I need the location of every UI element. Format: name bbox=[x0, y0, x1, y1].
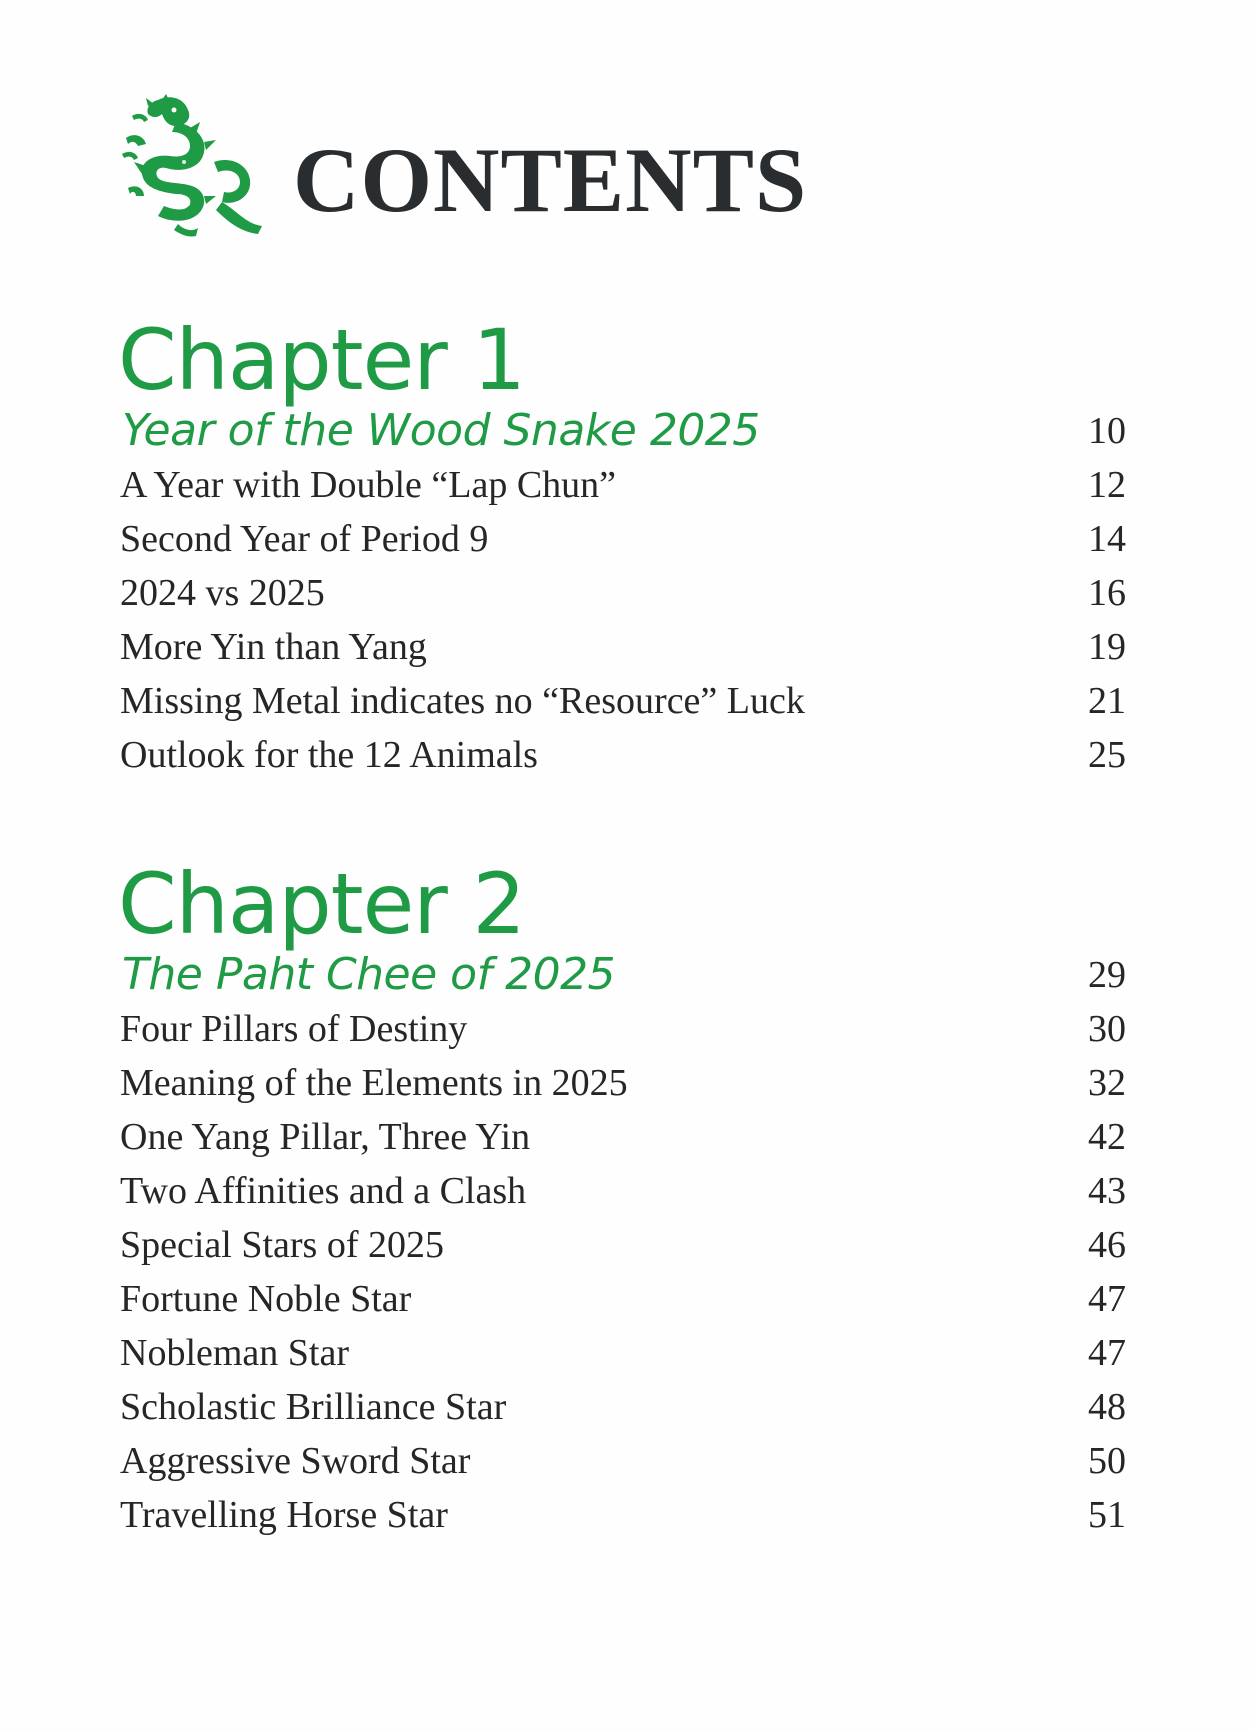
toc-entry-label: 2024 vs 2025 bbox=[120, 572, 325, 614]
toc-entry[interactable] bbox=[118, 1488, 1126, 1542]
toc-entry[interactable] bbox=[118, 1218, 1126, 1272]
toc-entry[interactable] bbox=[118, 1434, 1126, 1488]
toc-entry-label: Meaning of the Elements in 2025 bbox=[120, 1062, 628, 1104]
page-number: 30 bbox=[1088, 1008, 1126, 1050]
toc-entry[interactable] bbox=[118, 512, 1126, 566]
toc-entry[interactable] bbox=[118, 620, 1126, 674]
dragon-icon bbox=[118, 92, 268, 240]
page-number: 21 bbox=[1088, 680, 1126, 722]
page-number: 51 bbox=[1088, 1494, 1126, 1536]
page-number: 32 bbox=[1088, 1062, 1126, 1104]
contents-header bbox=[118, 92, 918, 242]
toc-entry-label: Four Pillars of Destiny bbox=[120, 1008, 468, 1050]
toc-entry[interactable] bbox=[118, 674, 1126, 728]
page-number: 25 bbox=[1088, 734, 1126, 776]
page-number: 42 bbox=[1088, 1116, 1126, 1158]
chapter-subtitle: Year of the Wood Snake 2025 bbox=[122, 405, 760, 456]
chapter-subtitle-row[interactable] bbox=[118, 948, 1126, 1002]
toc-entry[interactable] bbox=[118, 1326, 1126, 1380]
page-title: CONTENTS bbox=[293, 129, 808, 231]
toc-entry[interactable] bbox=[118, 1380, 1126, 1434]
page-number: 43 bbox=[1088, 1170, 1126, 1212]
toc-entry-label: Aggressive Sword Star bbox=[120, 1440, 471, 1482]
toc-entry[interactable] bbox=[118, 1002, 1126, 1056]
page-number: 14 bbox=[1088, 518, 1126, 560]
toc-entry-label: Special Stars of 2025 bbox=[120, 1224, 445, 1266]
toc-entry[interactable] bbox=[118, 1056, 1126, 1110]
toc-entry-label: Two Affinities and a Clash bbox=[120, 1170, 527, 1212]
toc-entry-label: Outlook for the 12 Animals bbox=[120, 734, 538, 776]
toc-entry-label: Scholastic Brilliance Star bbox=[120, 1386, 507, 1428]
toc-entry[interactable] bbox=[118, 1164, 1126, 1218]
toc-entry-label: Fortune Noble Star bbox=[120, 1278, 412, 1320]
page-number: 19 bbox=[1088, 626, 1126, 668]
page-number: 47 bbox=[1088, 1278, 1126, 1320]
toc-entry-label: One Yang Pillar, Three Yin bbox=[120, 1116, 531, 1158]
toc-entry-label: Second Year of Period 9 bbox=[120, 518, 489, 560]
page-number: 12 bbox=[1088, 464, 1126, 506]
chapter-heading: Chapter 1 bbox=[118, 311, 525, 409]
chapter-section bbox=[118, 311, 1126, 782]
page-number: 48 bbox=[1088, 1386, 1126, 1428]
toc-entry-label: Nobleman Star bbox=[120, 1332, 350, 1374]
toc-entry[interactable] bbox=[118, 458, 1126, 512]
toc-entry-label: More Yin than Yang bbox=[120, 626, 427, 668]
chapter-heading: Chapter 2 bbox=[118, 855, 525, 953]
page-number: 47 bbox=[1088, 1332, 1126, 1374]
toc-entry-label: A Year with Double “Lap Chun” bbox=[120, 464, 617, 506]
chapter-subtitle-row[interactable] bbox=[118, 404, 1126, 458]
page-number: 16 bbox=[1088, 572, 1126, 614]
page-number: 50 bbox=[1088, 1440, 1126, 1482]
toc-entry[interactable] bbox=[118, 566, 1126, 620]
chapter-section bbox=[118, 855, 1126, 1542]
toc-entry[interactable] bbox=[118, 728, 1126, 782]
toc-entry-label: Travelling Horse Star bbox=[120, 1494, 448, 1536]
toc-entry[interactable] bbox=[118, 1272, 1126, 1326]
toc-entry-label: Missing Metal indicates no “Resource” Luck bbox=[120, 680, 805, 722]
page-number: 29 bbox=[1088, 954, 1126, 996]
page-number: 10 bbox=[1088, 410, 1126, 452]
page-number: 46 bbox=[1088, 1224, 1126, 1266]
chapter-subtitle: The Paht Chee of 2025 bbox=[122, 949, 616, 1000]
toc-entry[interactable] bbox=[118, 1110, 1126, 1164]
